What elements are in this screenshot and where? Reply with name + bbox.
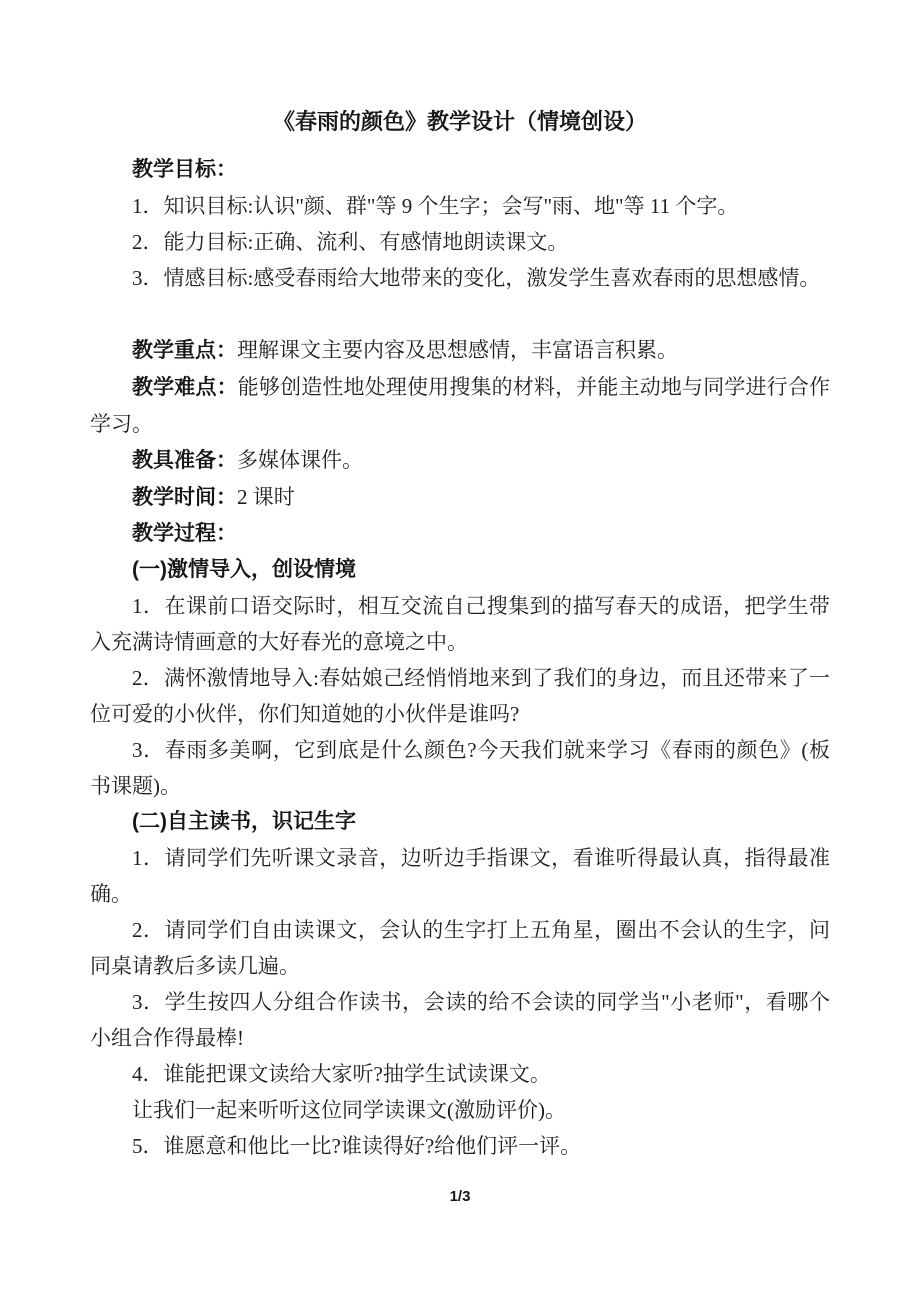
section-2-item-5: 5．谁愿意和他比一比?谁读得好?给他们评一评。 <box>132 1134 582 1158</box>
meta-row-key-point <box>90 332 830 369</box>
process-heading: 教学过程： <box>132 522 237 545</box>
section-1-item-3: 3．春雨多美啊，它到底是什么颜色?今天我们就来学习《春雨的颜色》(板书课题)。 <box>90 738 830 798</box>
objective-item-ability: 2．能力目标:正确、流利、有感情地朗读课文。 <box>132 230 569 254</box>
section-2-heading: (二)自主读书，识记生字 <box>132 810 356 833</box>
section-1-heading: (一)激情导入，创设情境 <box>132 558 356 581</box>
section-2-item-1: 1．请同学们先听课文录音，边听边手指课文，看谁听得最认真，指得最准确。 <box>90 846 830 906</box>
document-title: 《春雨的颜色》教学设计（情境创设） <box>272 109 647 134</box>
meta-label-key-point: 教学重点： <box>132 339 237 362</box>
section-1-item-1: 1．在课前口语交际时，相互交流自己搜集到的描写春天的成语，把学生带入充满诗情画意的大好春光的意境之中。 <box>90 594 830 654</box>
meta-text-key-point: 理解课文主要内容及思想感情，丰富语言积累。 <box>237 338 678 362</box>
meta-text-time: 2 课时 <box>237 485 295 509</box>
meta-label-materials: 教具准备： <box>132 449 237 472</box>
meta-label-time: 教学时间： <box>132 486 237 509</box>
section-2-item-4: 4．谁能把课文读给大家听?抽学生试读课文。 <box>132 1062 551 1086</box>
meta-row-materials <box>90 442 830 479</box>
section-2-item-2: 2．请同学们自由读课文，会认的生字打上五角星，圈出不会认的生字，问同桌请教后多读几遍。 <box>90 918 830 978</box>
meta-row-time <box>90 479 830 516</box>
objectives-heading: 教学目标： <box>132 158 237 181</box>
meta-label-difficulty: 教学难点： <box>132 376 238 399</box>
objective-item-emotion: 3．情感目标:感受春雨给大地带来的变化，激发学生喜欢春雨的思想感情。 <box>132 266 821 290</box>
page-number: 1/3 <box>449 1188 471 1205</box>
meta-text-materials: 多媒体课件。 <box>237 448 363 472</box>
meta-text-difficulty: 能够创造性地处理使用搜集的材料，并能主动地与同学进行合作学习。 <box>90 375 830 436</box>
section-2-item-4-followup: 让我们一起来听听这位同学读课文(激励评价)。 <box>132 1098 566 1122</box>
section-1-item-2: 2．满怀激情地导入:春姑娘己经悄悄地来到了我们的身边，而且还带来了一位可爱的小伙伴，你们知道她的小伙伴是谁吗? <box>90 666 830 726</box>
blank-line <box>90 296 830 332</box>
section-2-item-3: 3．学生按四人分组合作读书，会读的给不会读的同学当"小老师"，看哪个小组合作得最棒! <box>90 990 830 1050</box>
objective-item-knowledge: 1．知识目标:认识"颜、群"等 9 个生字；会写"雨、地"等 11 个字。 <box>132 194 739 218</box>
meta-row-difficulty <box>90 369 830 442</box>
